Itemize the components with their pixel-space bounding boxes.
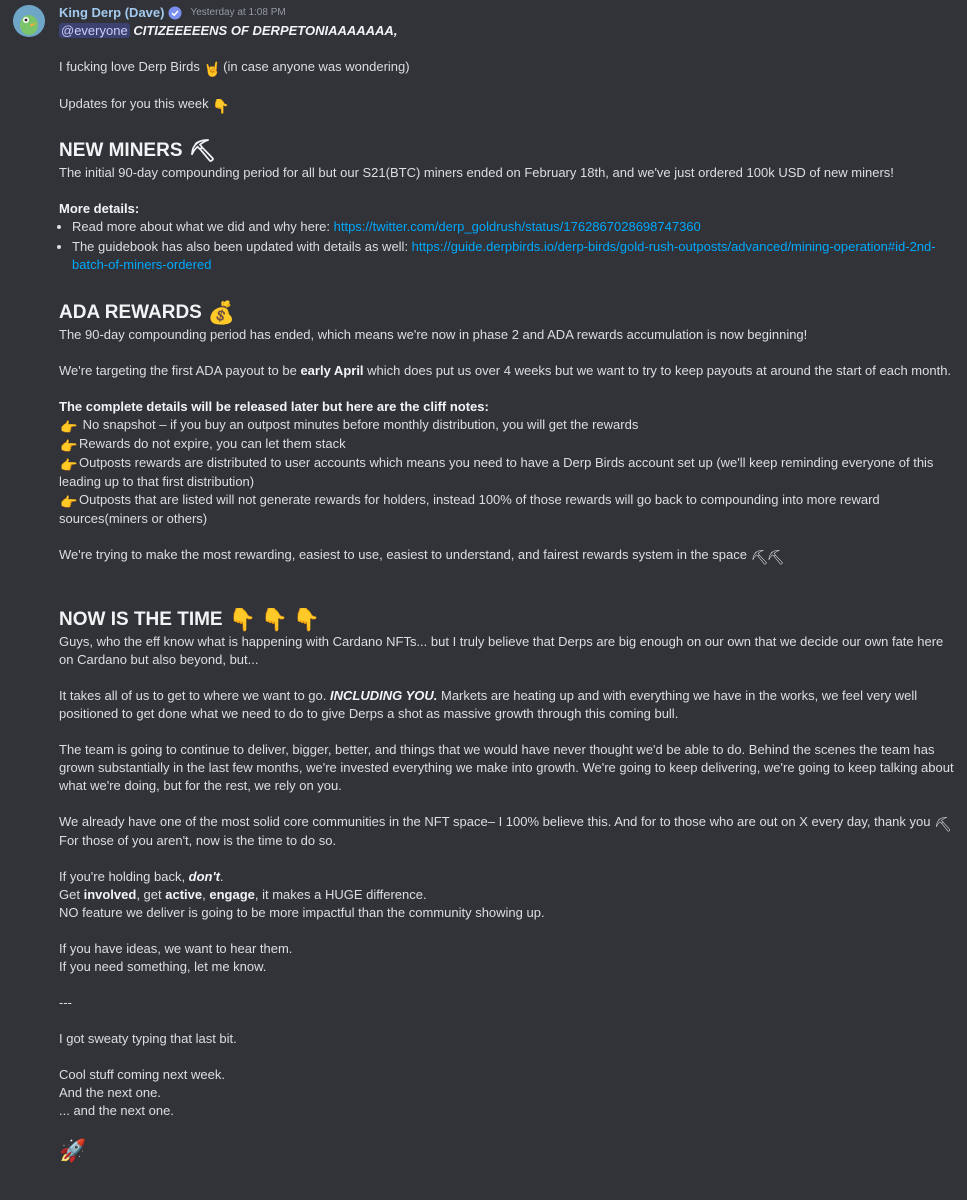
now-p2-b: Markets are heating up and with everything we have in the works, we feel very well positioned to get done what we need to do to give Derps a shot as massive growth through this coming bull. bbox=[59, 688, 918, 721]
miner-emoji-icon: ⛏ bbox=[934, 816, 952, 832]
cliff-notes-title: The complete details will be released later but here are the cliff notes: bbox=[59, 399, 489, 414]
point-down-emoji-icon: 👇 bbox=[212, 98, 230, 114]
point-right-emoji-icon: 👉 bbox=[60, 419, 78, 435]
point-down-emoji-icon: 👇 bbox=[228, 607, 257, 632]
timestamp[interactable]: Yesterday at 1:08 PM bbox=[190, 6, 286, 18]
miner-emoji-icon: ⛏ bbox=[188, 138, 217, 163]
now-p6-c: , get bbox=[136, 887, 166, 902]
early-april-text: early April bbox=[300, 363, 364, 378]
list-item bbox=[72, 238, 957, 274]
active-text: active bbox=[165, 887, 203, 902]
now-p7: NO feature we deliver is going to be more impactful than the community showing up. bbox=[59, 905, 545, 920]
now-p9: If you need something, let me know. bbox=[59, 959, 267, 974]
now-heading bbox=[59, 607, 957, 633]
more-details-label: More details: bbox=[59, 201, 140, 216]
point-right-emoji-icon: 👉 bbox=[60, 457, 78, 473]
message-header bbox=[59, 4, 957, 21]
updates-line bbox=[59, 95, 957, 114]
point-right-emoji-icon: 👉 bbox=[60, 438, 78, 454]
cliff-note-3 bbox=[59, 454, 957, 491]
dont-text: don't bbox=[188, 869, 220, 884]
updates-text: Updates for you this week bbox=[59, 96, 209, 111]
love-text: I fucking love Derp Birds bbox=[59, 59, 200, 74]
ada-body2 bbox=[59, 362, 957, 380]
divider-text: --- bbox=[59, 995, 72, 1010]
money-bag-emoji-icon: 💰 bbox=[207, 300, 236, 325]
cliff-text: No snapshot – if you buy an outpost minutes before monthly distribution, you will get the rewards bbox=[82, 417, 639, 432]
rocket-line bbox=[59, 1138, 957, 1164]
username[interactable]: King Derp (Dave) bbox=[59, 4, 165, 20]
ada-body2-b: which does put us over 4 weeks but we want to try to keep payouts at around the start of each month. bbox=[363, 363, 952, 378]
now-p6-d: , bbox=[202, 887, 210, 902]
engage-text: engage bbox=[209, 887, 255, 902]
now-p10: I got sweaty typing that last bit. bbox=[59, 1031, 237, 1046]
cliff-text: Outposts that are listed will not generate rewards for holders, instead 100% of those rewards will go back to compounding into more reward sources(miners or others) bbox=[59, 492, 880, 526]
miner-emoji-icon: ⛏ bbox=[766, 549, 785, 565]
miner-emoji-icon: ⛏ bbox=[750, 549, 769, 565]
miners-heading bbox=[59, 138, 957, 164]
now-p8: If you have ideas, we want to hear them. bbox=[59, 941, 293, 956]
now-p6-e: , it makes a HUGE difference. bbox=[254, 887, 427, 902]
cliff-text: Outposts rewards are distributed to user accounts which means you need to have a Derp Birds account set up (we'll keep reminding everyone of this leading up to that first distribution) bbox=[59, 455, 934, 489]
now-p3: The team is going to continue to deliver, bigger, better, and things that we would have never thought we'd be able to do. Behind the scenes the team has grown substantially in the last few months, we're invested everything we make into growth. We're going to keep delivering, we're going to keep talking about what we're doing, but for the rest, we rely on you. bbox=[59, 742, 954, 793]
avatar[interactable] bbox=[13, 5, 45, 37]
twitter-link[interactable]: https://twitter.com/derp_goldrush/status/1762867028698747360 bbox=[333, 219, 701, 234]
bullet1-text: Read more about what we did and why here: bbox=[72, 219, 334, 234]
ada-body1: The 90-day compounding period has ended, which means we're now in phase 2 and ADA rewards accumulation is now beginning! bbox=[59, 327, 808, 342]
greeting-line bbox=[59, 22, 957, 40]
point-down-emoji-icon: 👇 bbox=[260, 607, 289, 632]
point-down-emoji-icon: 👇 bbox=[292, 607, 321, 632]
now-p4 bbox=[59, 813, 957, 832]
now-p12: And the next one. bbox=[59, 1085, 161, 1100]
cliff-note-4 bbox=[59, 491, 957, 528]
love-line bbox=[59, 58, 957, 77]
ada-closing bbox=[59, 546, 957, 565]
now-p4-a: We already have one of the most solid core communities in the NFT space– I 100% believe this. And for to those who are out on X every day, thank you bbox=[59, 814, 931, 829]
miners-bullets bbox=[59, 218, 957, 274]
message-content bbox=[59, 22, 957, 1164]
love-suffix: (in case anyone was wondering) bbox=[223, 59, 410, 74]
verified-badge-icon bbox=[168, 6, 182, 20]
bullet2-text: The guidebook has also been updated with details as well: bbox=[72, 239, 412, 254]
cliff-note-1 bbox=[59, 416, 957, 435]
now-p1: Guys, who the eff know what is happening with Cardano NFTs... but I truly believe that Derps are big enough on our own that we decide our own fate here on Cardano but also beyond, but... bbox=[59, 634, 944, 667]
now-p11: Cool stuff coming next week. bbox=[59, 1067, 225, 1082]
point-right-emoji-icon: 👉 bbox=[60, 494, 78, 510]
cliff-note-2 bbox=[59, 435, 957, 454]
now-p2-a: It takes all of us to get to where we want to go. bbox=[59, 688, 330, 703]
ada-heading bbox=[59, 300, 957, 326]
cliff-text: Rewards do not expire, you can let them stack bbox=[79, 436, 346, 451]
everyone-mention[interactable]: @everyone bbox=[61, 23, 128, 38]
list-item bbox=[72, 218, 957, 236]
miners-heading-text: NEW MINERS bbox=[59, 140, 183, 161]
ada-heading-text: ADA REWARDS bbox=[59, 302, 202, 323]
guidebook-link[interactable]: https://guide.derpbirds.io/derp-birds/gold-rush-outposts/advanced/mining-operation#id-2nd-batch-of-miners-ordered bbox=[72, 239, 936, 272]
involved-text: involved bbox=[83, 887, 137, 902]
now-p5-end: . bbox=[219, 869, 224, 884]
rocket-emoji-icon: 🚀 bbox=[59, 1138, 87, 1163]
greeting-text: CITIZEEEEENS OF DERPETONIAAAAAAA, bbox=[133, 23, 398, 38]
now-p6 bbox=[59, 886, 957, 904]
including-you-text: INCLUDING YOU. bbox=[329, 688, 438, 703]
rock-hand-emoji-icon: 🤘 bbox=[203, 61, 221, 77]
now-p13: ... and the next one. bbox=[59, 1103, 174, 1118]
now-p6-a: Get bbox=[59, 887, 84, 902]
ada-body2-a: We're targeting the first ADA payout to be bbox=[59, 363, 301, 378]
now-p5 bbox=[59, 868, 957, 886]
now-p5-a: If you're holding back, bbox=[59, 869, 189, 884]
now-p4b: For those of you aren't, now is the time to do so. bbox=[59, 833, 337, 848]
now-heading-text: NOW IS THE TIME bbox=[59, 609, 223, 630]
ada-closing-text: We're trying to make the most rewarding, easiest to use, easiest to understand, and fairest rewards system in the space bbox=[59, 547, 747, 562]
miners-body: The initial 90-day compounding period for all but our S21(BTC) miners ended on February 18th, and we've just ordered 100k USD of new miners! bbox=[59, 165, 894, 180]
now-p2 bbox=[59, 687, 957, 723]
